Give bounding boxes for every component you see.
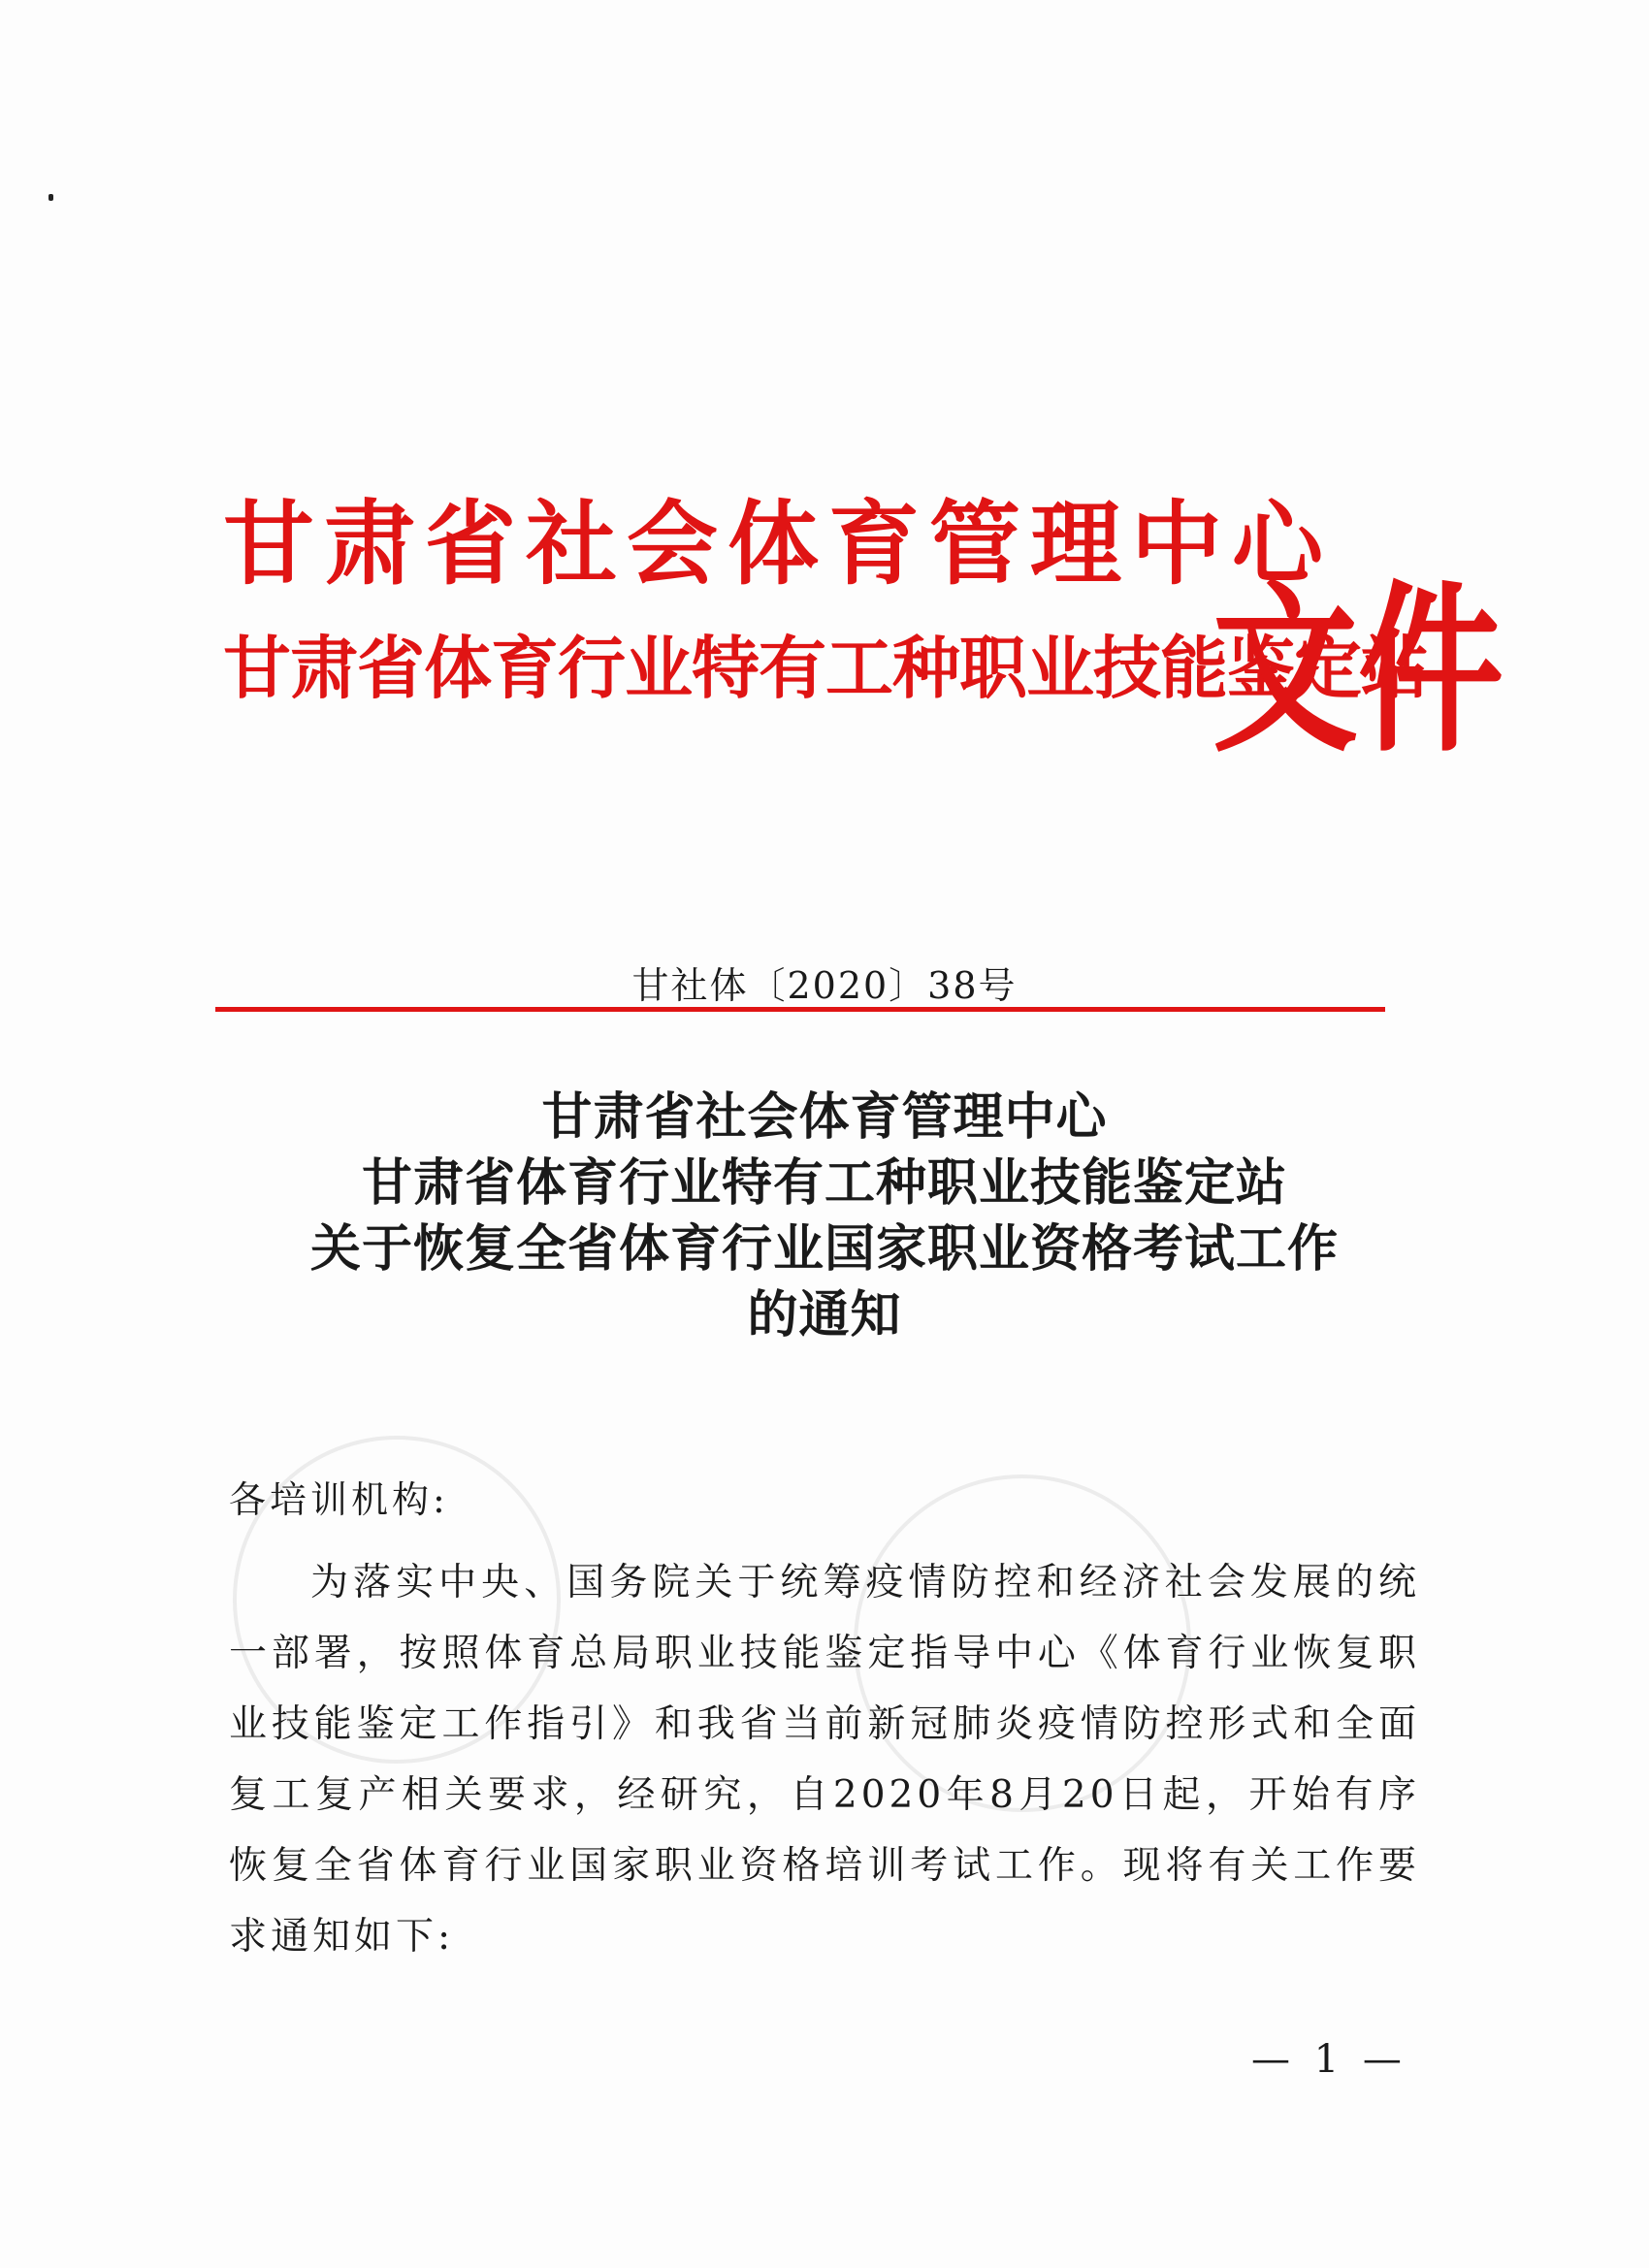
header-org-line-2: 甘肃省体育行业特有工种职业技能鉴定站 — [223, 628, 1428, 708]
document-header — [223, 470, 1504, 778]
document-number: 甘社体〔2020〕38号 — [631, 964, 1018, 1007]
title-line-2: 甘肃省体育行业特有工种职业技能鉴定站 — [361, 1153, 1287, 1213]
red-divider-line — [215, 1007, 1385, 1012]
document-title — [0, 1085, 1649, 1348]
scan-speck — [48, 194, 53, 201]
header-org-line-1: 甘肃省社会体育管理中心 — [223, 491, 1334, 598]
title-line-1: 甘肃省社会体育管理中心 — [541, 1087, 1108, 1147]
title-line-4: 的通知 — [747, 1285, 902, 1345]
header-document-label: 文件 — [1212, 564, 1504, 778]
title-line-3: 关于恢复全省体育行业国家职业资格考试工作 — [309, 1219, 1339, 1279]
salutation: 各培训机构: — [229, 1478, 449, 1521]
page-number: — 1 — — [1251, 2037, 1407, 2082]
body-paragraph: 为落实中央、国务院关于统筹疫情防控和经济社会发展的统一部署，按照体育总局职业技能鉴定指导中心《体育行业恢复职业技能鉴定工作指引》和我省当前新冠肺炎疫情防控形式和全面复工复产相关要求，经研究，自2020年8月20日起，开始有序恢复全省体育行业国家职业资格培训考试工作。现将有关工作要求通知如下: — [229, 1561, 1420, 1959]
